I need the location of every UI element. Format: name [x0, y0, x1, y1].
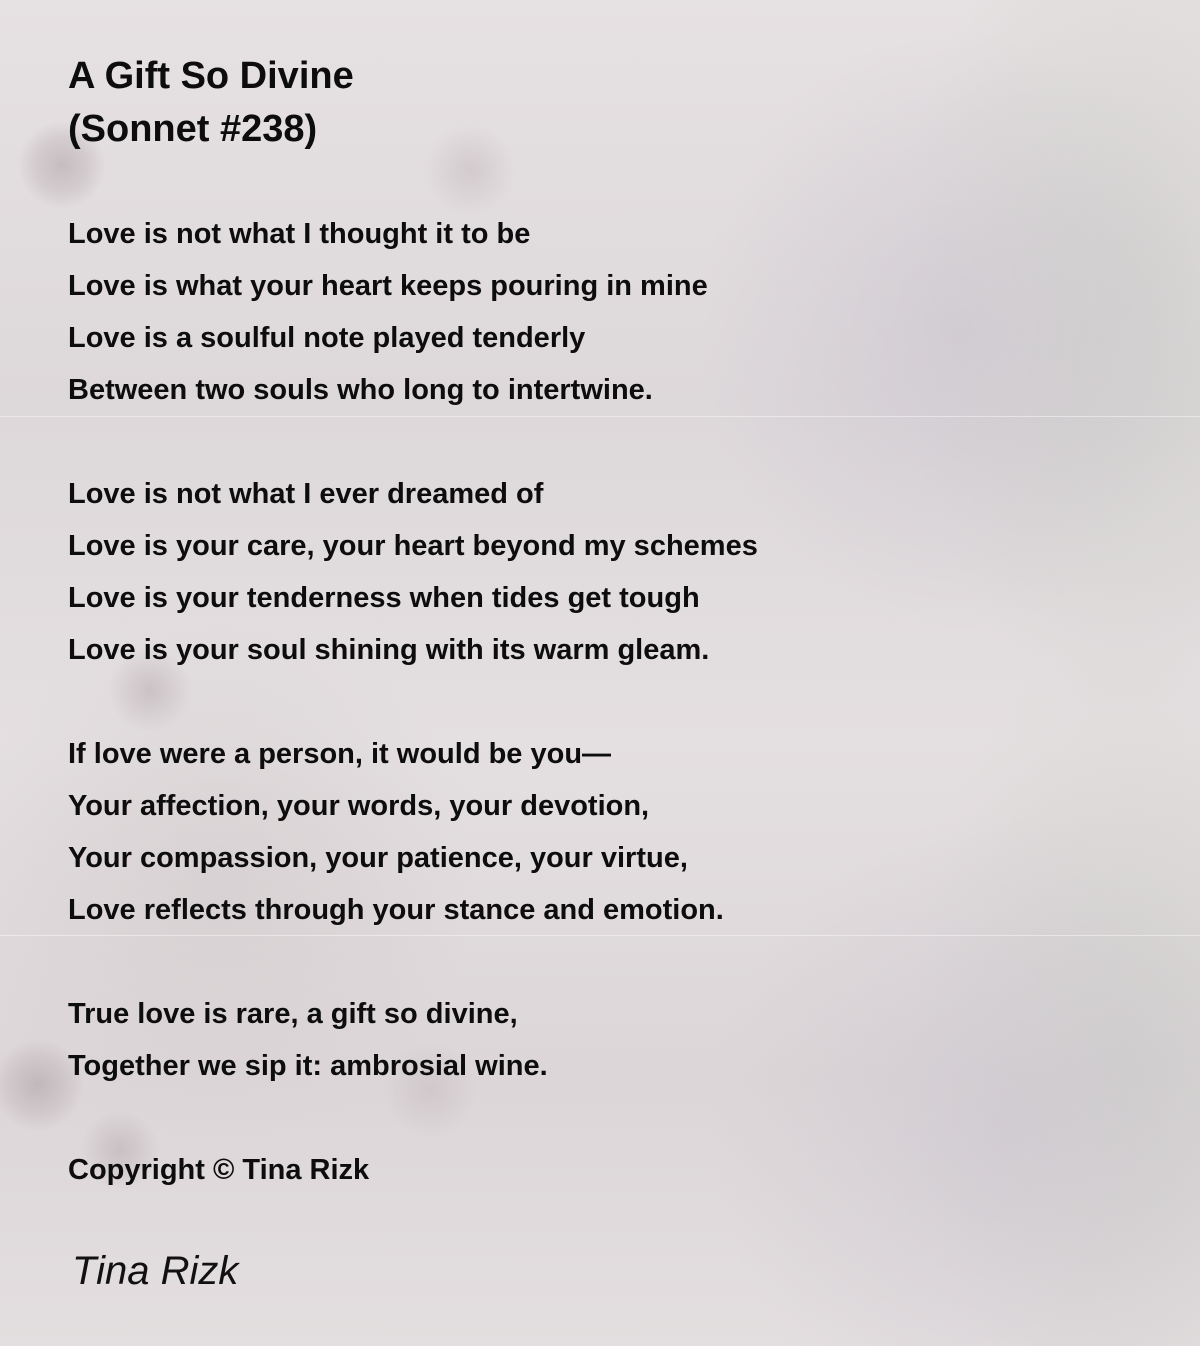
poem-line: Love is your soul shining with its warm gleam. — [68, 634, 710, 666]
poem-line: Your affection, your words, your devotion, — [68, 790, 650, 822]
poem-line: Love is not what I ever dreamed of — [68, 478, 544, 510]
poem-title-line-1: A Gift So Divine — [68, 55, 354, 97]
poem-line: Your compassion, your patience, your virtue, — [68, 842, 688, 874]
poem-line: If love were a person, it would be you— — [68, 738, 612, 770]
poem-line: True love is rare, a gift so divine, — [68, 998, 518, 1030]
copyright-notice: Copyright © Tina Rizk — [68, 1154, 370, 1186]
stanza-3 — [68, 728, 1168, 936]
couplet — [68, 988, 1168, 1092]
poem-line: Love is not what I thought it to be — [68, 218, 531, 250]
stanza-2 — [68, 468, 1168, 676]
poem-line: Love is what your heart keeps pouring in mine — [68, 270, 708, 302]
poem-container — [68, 50, 1168, 1196]
stanza-1 — [68, 208, 1168, 416]
poem-title — [68, 50, 1168, 156]
poem-line: Together we sip it: ambrosial wine. — [68, 1050, 548, 1082]
poem-line: Love is a soulful note played tenderly — [68, 322, 586, 354]
poem-line: Love reflects through your stance and emotion. — [68, 894, 724, 926]
poem-line: Love is your tenderness when tides get tough — [68, 582, 700, 614]
poem-line: Love is your care, your heart beyond my schemes — [68, 530, 758, 562]
poem-title-line-2: (Sonnet #238) — [68, 108, 318, 150]
poem-body — [68, 208, 1168, 1092]
poem-line: Between two souls who long to intertwine. — [68, 374, 653, 406]
author-name: Tina Rizk — [72, 1249, 239, 1293]
